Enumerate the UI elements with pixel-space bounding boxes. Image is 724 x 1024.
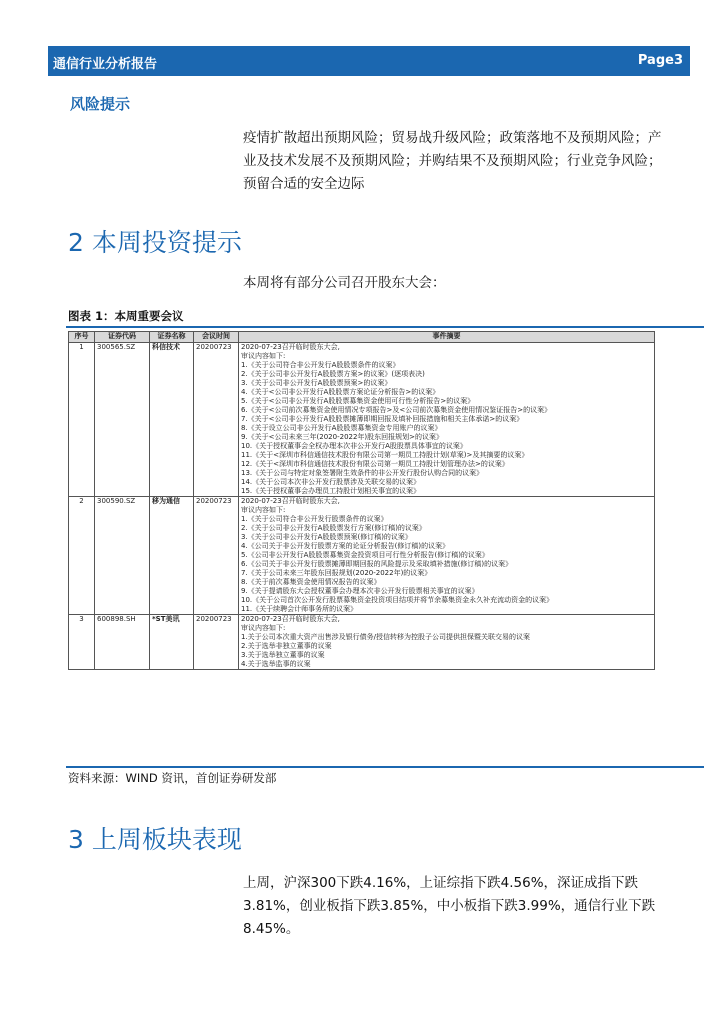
summary-line: 11.《关于<深圳市科信通信技术股份有限公司第一期员工持股计划(草案)>及其摘要的议案》 [241,451,529,459]
summary-line: 2020-07-23召开临时股东大会, [241,343,340,351]
table-row [69,497,655,615]
cell-date: 20200723 [194,615,239,670]
meetings-table [68,331,655,670]
summary-line: 2.《关于公司非公开发行A股股票发行方案(修订稿)的议案》 [241,524,426,532]
summary-line: 1.《关于公司符合非公开发行A股股票条件的议案》 [241,361,400,369]
risk-heading: 风险提示 [70,95,131,113]
summary-line: 11.《关于续聘会计师事务所的议案》 [241,605,358,613]
col-header-summary: 事件摘要 [239,332,655,343]
cell-name: *ST美讯 [150,615,194,670]
summary-line: 3.《关于公司非公开发行A股股票预案(修订稿)的议案》 [241,533,412,541]
figure-bottom-rule [66,766,704,768]
summary-line: 7.《关于公司未来三年股东回报规划(2020-2022年)的议案》 [241,569,432,577]
cell-no: 1 [69,343,95,497]
col-header-date: 会议时间 [194,332,239,343]
summary-line: 9.《关于<公司未来三年(2020-2022年)股东回报规划>的议案》 [241,433,444,441]
summary-line: 10.《关于授权董事会全权办理本次非公开发行A股股票具体事宜的议案》 [241,442,467,450]
page-number: Page3 [637,53,683,68]
summary-line: 审议内容如下: [241,352,286,360]
summary-line: 6.《关于<公司前次募集资金使用情况专项报告>及<公司前次募集资金使用情况鉴证报告>的议案》 [241,406,552,414]
summary-line: 2.《关于公司非公开发行A股股票方案>的议案》(逐项表决) [241,370,425,378]
summary-line: 8.《关于前次募集资金使用情况报告的议案》 [241,578,381,586]
section-3-heading: 3 上周板块表现 [68,825,242,854]
section-2-heading: 2 本周投资提示 [68,228,242,257]
cell-code: 300590.SZ [95,497,150,615]
summary-line: 15.《关于授权董事会办理员工持股计划相关事宜的议案》 [241,487,421,495]
figure-caption: 图表 1：本周重要会议 [68,309,184,323]
summary-line: 4.《公司关于非公开发行股票方案的论证分析报告(修订稿)的议案》 [241,542,450,550]
summary-line: 12.《关于<深圳市科信通信技术股份有限公司第一期员工持股计划管理办法>的议案》 [241,460,509,468]
cell-date: 20200723 [194,343,239,497]
cell-code: 300565.SZ [95,343,150,497]
cell-summary [239,497,655,615]
table-row [69,343,655,497]
sector-performance-text: 上周，沪深300下跌4.16%，上证综指下跌4.56%，深证成指下跌3.81%，创业板指下跌3.85%，中小板指下跌3.99%，通信行业下跌8.45%。 [243,875,656,937]
risk-text: 疫情扩散超出预期风险；贸易战升级风险；政策落地不及预期风险；产业及技术发展不及预期风险；并购结果不及预期风险；行业竞争风险；预留合适的安全边际 [243,130,662,192]
summary-line: 1.关于公司本次重大资产出售涉及银行债务/授信转移为控股子公司提供担保暨关联交易的议案 [241,633,531,641]
table-header-row [69,332,655,343]
summary-line: 5.《关于<公司非公开发行A股股票募集资金使用可行性分析报告>的议案》 [241,397,475,405]
cell-summary [239,615,655,670]
summary-line: 6.《公司关于非公开发行股票摊薄即期回报的风险提示及采取填补措施(修订稿)的议案》 [241,560,513,568]
investment-intro: 本周将有部分公司召开股东大会： [243,275,446,291]
summary-line: 14.《关于公司本次非公开发行股票涉及关联交易的议案》 [241,478,421,486]
summary-line: 8.《关于设立公司非公开发行A股股票募集资金专用账户的议案》 [241,424,442,432]
cell-name: 科信技术 [150,343,194,497]
col-header-no: 序号 [69,332,95,343]
summary-line: 5.《公司非公开发行A股股票募集资金投资项目可行性分析报告(修订稿)的议案》 [241,551,489,559]
summary-line: 3.《关于公司非公开发行A股股票预案>的议案》 [241,379,392,387]
report-header [48,46,690,76]
cell-no: 3 [69,615,95,670]
table-body [69,343,655,670]
cell-code: 600898.SH [95,615,150,670]
summary-line: 2.关于选举非独立董事的议案 [241,642,332,650]
summary-line: 9.《关于提请股东大会授权董事会办理本次非公开发行股票相关事宜的议案》 [241,587,479,595]
cell-summary [239,343,655,497]
figure-top-rule [66,326,704,328]
col-header-code: 证券代码 [95,332,150,343]
summary-line: 1.《关于公司符合非公开发行股票条件的议案》 [241,515,388,523]
summary-line: 4.《关于<公司非公开发行A股股票方案论证分析报告>的议案》 [241,388,440,396]
summary-line: 3.关于选举独立董事的议案 [241,651,325,659]
cell-date: 20200723 [194,497,239,615]
table-row [69,615,655,670]
summary-line: 审议内容如下: [241,624,286,632]
col-header-name: 证券名称 [150,332,194,343]
summary-line: 13.《关于公司与特定对象签署附生效条件的非公开发行股份认购合同的议案》 [241,469,484,477]
cell-name: 移为通信 [150,497,194,615]
summary-line: 审议内容如下: [241,506,286,514]
summary-line: 2020-07-23召开临时股东大会, [241,497,340,505]
summary-line: 4.关于选举监事的议案 [241,660,311,668]
summary-line: 10.《关于公司首次公开发行股票募集资金投资项目结项并将节余募集资金永久补充流动资金的议案》 [241,596,554,604]
summary-line: 2020-07-23召开临时股东大会, [241,615,340,623]
figure-source: 资料来源：WIND 资讯，首创证券研发部 [68,771,277,785]
report-title: 通信行业分析报告 [53,57,158,72]
summary-line: 7.《关于<公司非公开发行A股股票摊薄即期回报及填补回报措施和相关主体承诺>的议案》 [241,415,524,423]
cell-no: 2 [69,497,95,615]
